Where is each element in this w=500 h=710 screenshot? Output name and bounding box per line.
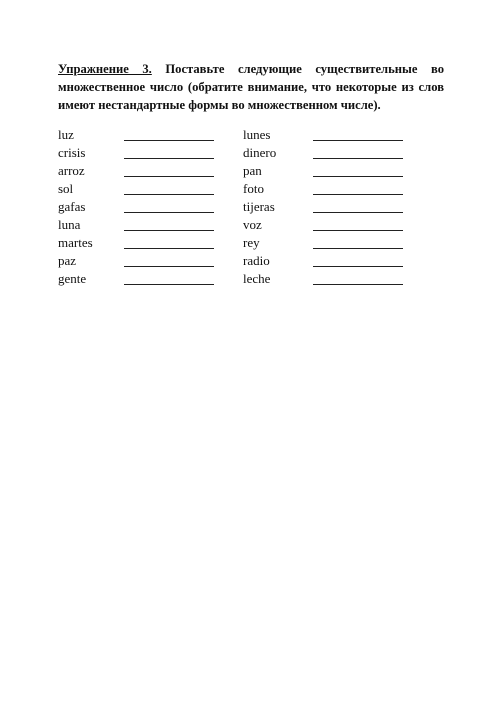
answer-blank-line[interactable] [124,158,214,159]
answer-blank-line[interactable] [124,284,214,285]
spanish-noun: martes [58,235,93,250]
answer-blank-line[interactable] [313,284,403,285]
word-row [58,271,218,289]
word-row [243,127,403,145]
answer-blank-line[interactable] [313,248,403,249]
spanish-noun: lunes [243,127,271,142]
answer-blank-line[interactable] [124,194,214,195]
word-row [243,235,403,253]
answer-blank-line[interactable] [124,266,214,267]
spanish-noun: gente [58,271,87,286]
exercise-text: Поставьте следующие существительные во множественное число (обратите внимание, что некоторые из слов имеют нестандартные формы во множественном числе). [58,62,444,112]
answer-blank-line[interactable] [313,212,403,213]
spanish-noun: rey [243,235,260,250]
answer-blank-line[interactable] [313,266,403,267]
spanish-noun: luz [58,127,74,142]
exercise-label: Упражнение 3. [58,62,152,76]
word-row [243,163,403,181]
word-row [58,181,218,199]
word-column-right [243,127,403,289]
answer-blank-line[interactable] [124,212,214,213]
answer-blank-line[interactable] [313,176,403,177]
word-row [243,145,403,163]
spanish-noun: paz [58,253,77,268]
word-row [58,253,218,271]
word-row [58,217,218,235]
word-row [58,235,218,253]
spanish-noun: tijeras [243,199,275,214]
answer-blank-line[interactable] [124,176,214,177]
spanish-noun: arroz [58,163,85,178]
word-row [58,199,218,217]
word-row [243,217,403,235]
word-row [58,163,218,181]
spanish-noun: voz [243,217,262,232]
word-column-left [58,127,218,289]
word-row [58,145,218,163]
spanish-noun: foto [243,181,264,196]
answer-blank-line[interactable] [313,230,403,231]
spanish-noun: crisis [58,145,86,160]
exercise-instruction [58,60,444,114]
word-row [243,271,403,289]
answer-blank-line[interactable] [313,158,403,159]
answer-blank-line[interactable] [124,140,214,141]
answer-blank-line[interactable] [124,230,214,231]
spanish-noun: radio [243,253,270,268]
spanish-noun: gafas [58,199,86,214]
answer-blank-line[interactable] [124,248,214,249]
spanish-noun: luna [58,217,81,232]
word-row [243,199,403,217]
word-row [58,127,218,145]
spanish-noun: dinero [243,145,277,160]
answer-blank-line[interactable] [313,140,403,141]
word-row [243,253,403,271]
spanish-noun: sol [58,181,74,196]
answer-blank-line[interactable] [313,194,403,195]
word-row [243,181,403,199]
spanish-noun: leche [243,271,271,286]
spanish-noun: pan [243,163,262,178]
